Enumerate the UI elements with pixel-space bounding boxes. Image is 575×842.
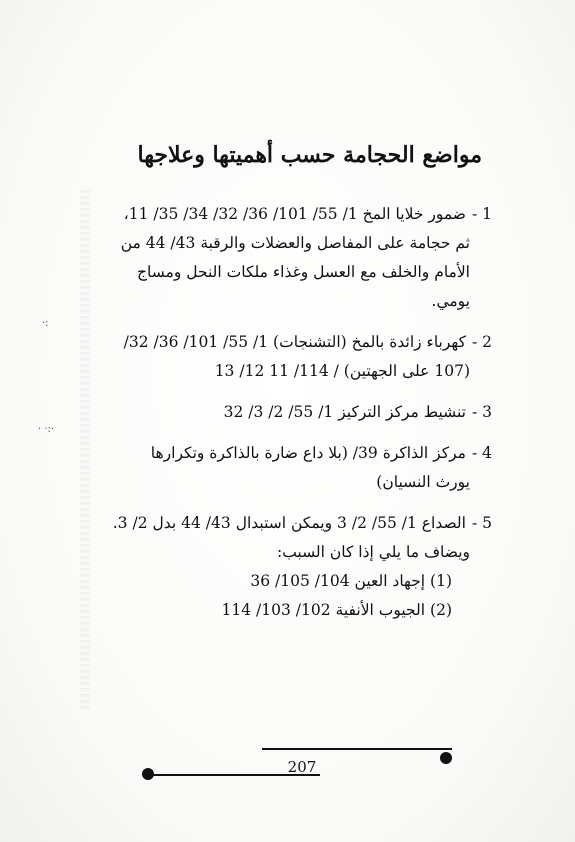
list-item-3 xyxy=(92,398,492,427)
item-text: ضمور خلايا المخ 1/ 55/ 101/ 36/ 32/ 34/ 35/ 11، xyxy=(123,205,466,223)
item-number: 3 - xyxy=(471,403,492,421)
item-number: 5 - xyxy=(471,514,492,532)
item-line: يورث النسيان) xyxy=(376,473,470,491)
page-title: مواضع الحجامة حسب أهميتها وعلاجها xyxy=(137,142,482,168)
sub-item: (2) الجيوب الأنفية 102/ 103/ 114 xyxy=(221,601,452,619)
item-line: ثم حجامة على المفاصل والعضلات والرقبة 43/ 44 من xyxy=(120,234,470,252)
item-text: كهرباء زائدة بالمخ (التشنجات) 1/ 55/ 101/ 36/ 32/ xyxy=(123,333,466,351)
item-line xyxy=(92,439,492,468)
item-text: مركز الذاكرة 39/ (بلا داع ضارة بالذاكرة وتكرارها xyxy=(150,444,466,462)
scan-edge-shadow xyxy=(80,190,90,710)
footer-rule-top xyxy=(262,748,452,750)
footer-rule-bottom xyxy=(148,774,320,776)
scan-speck: ·: xyxy=(42,318,49,329)
item-line xyxy=(92,398,492,427)
item-line xyxy=(92,328,492,357)
item-line xyxy=(92,509,492,538)
scan-speck: · ·:· xyxy=(38,424,55,435)
footer-dot-icon xyxy=(142,768,154,780)
item-line: يومي. xyxy=(431,292,470,310)
item-text: تنشيط مركز التركيز 1/ 55/ 2/ 3/ 32 xyxy=(223,403,466,421)
item-number: 4 - xyxy=(471,444,492,462)
item-line: (107 على الجهتين) / 114/ 11 12/ 13 xyxy=(214,362,470,380)
sub-item: (1) إجهاد العين 104/ 105/ 36 xyxy=(250,572,452,590)
footer-dot-icon xyxy=(440,752,452,764)
item-line xyxy=(92,200,492,229)
page-number: 207 xyxy=(287,758,317,776)
page-footer xyxy=(142,748,452,788)
list-item-5 xyxy=(92,509,492,625)
list-item-1 xyxy=(92,200,492,316)
item-text: الصداع 1/ 55/ 2/ 3 ويمكن استبدال 43/ 44 بدل 2/ 3. xyxy=(112,514,466,532)
item-number: 1 - xyxy=(471,205,492,223)
item-line: الأمام والخلف مع العسل وغذاء ملكات النحل ومساج xyxy=(136,263,470,281)
item-number: 2 - xyxy=(471,333,492,351)
item-list xyxy=(92,200,492,637)
item-line: ويضاف ما يلي إذا كان السبب: xyxy=(276,543,470,561)
list-item-4 xyxy=(92,439,492,497)
list-item-2 xyxy=(92,328,492,386)
